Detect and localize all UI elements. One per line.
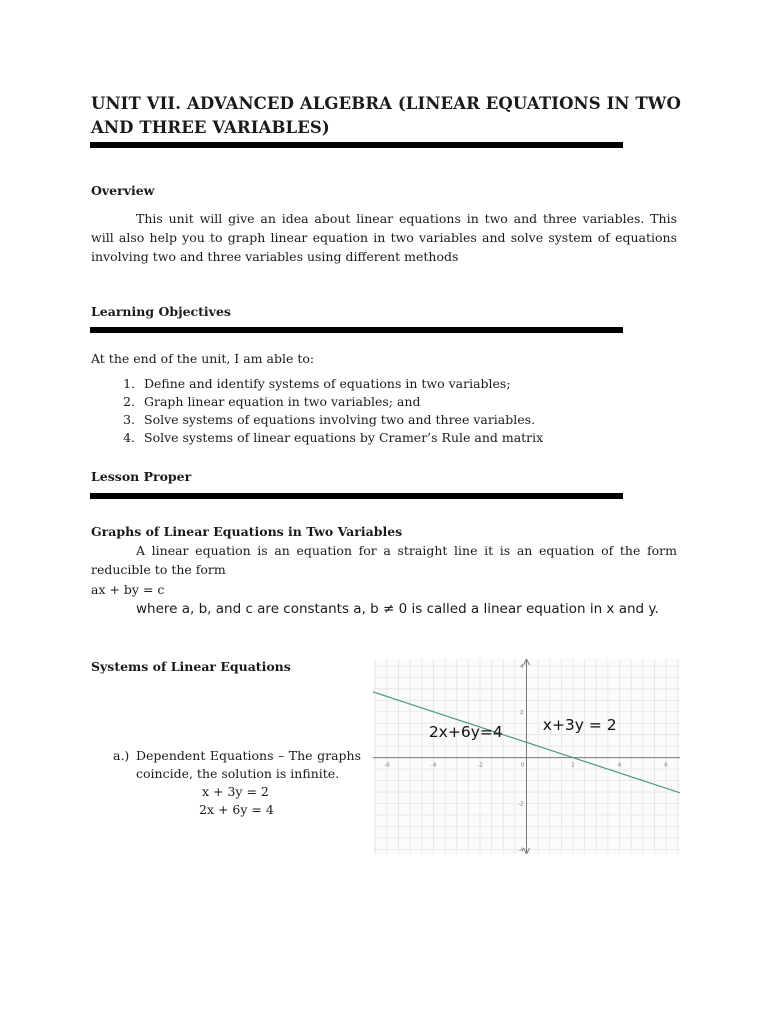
- list-item: 2. Graph linear equation in two variables; and: [123, 394, 421, 409]
- dependent-description-line1: Dependent Equations – The graphs: [136, 748, 361, 763]
- item-label: a.): [113, 748, 130, 763]
- objectives-heading: Learning Objectives: [91, 304, 231, 319]
- x-tick-label: -6: [384, 762, 390, 769]
- overview-heading: Overview: [91, 183, 155, 198]
- equation-2: 2x + 6y = 4: [199, 802, 274, 817]
- general-formula: ax + by = c: [91, 582, 165, 597]
- x-tick-label: -2: [477, 762, 483, 769]
- lesson-divider: [90, 493, 623, 499]
- objectives-divider: [90, 327, 623, 333]
- dependent-equations-graph: [373, 659, 680, 854]
- list-item: 3. Solve systems of equations involving two and three variables.: [123, 412, 536, 427]
- equation-label: 2x+6y=4: [428, 723, 503, 741]
- objectives-list: [91, 375, 543, 447]
- equation-label: x+3y = 2: [542, 716, 617, 735]
- lesson-heading: Lesson Proper: [91, 469, 192, 484]
- title-divider: [90, 142, 623, 148]
- equation-1: x + 3y = 2: [202, 784, 269, 799]
- x-tick-label: 0: [520, 762, 525, 769]
- x-tick-label: 6: [664, 762, 668, 769]
- list-item: 1. Define and identify systems of equations in two variables;: [123, 376, 511, 391]
- unit-title: UNIT VII. ADVANCED ALGEBRA (LINEAR EQUATIONS IN TWO AND THREE VARIABLES): [91, 94, 681, 137]
- list-item: 4. Solve systems of linear equations by Cramer’s Rule and matrix: [123, 430, 544, 445]
- y-tick-label: -4: [518, 847, 524, 854]
- definition-paragraph: [91, 541, 677, 579]
- objectives-intro: At the end of the unit, I am able to:: [91, 351, 315, 366]
- y-tick-label: 4: [520, 663, 524, 670]
- formula-explanation: where a, b, and c are constants a, b ≠ 0 is called a linear equation in x and y.: [136, 601, 659, 617]
- x-tick-label: -4: [430, 762, 437, 769]
- overview-text: This unit will give an idea about linear equations in two and three variables. This will also help you to graph linear equation in two variables and solve system of equations involving two and three variables using different methods: [91, 211, 677, 264]
- overview-paragraph: [91, 209, 677, 266]
- dependent-description-line2: coincide, the solution is infinite.: [136, 766, 340, 781]
- dependent-equations-item: [113, 747, 363, 783]
- definition-text: A linear equation is an equation for a straight line it is an equation of the form reducible to the form: [91, 543, 677, 577]
- graphs-subheading: Graphs of Linear Equations in Two Variables: [91, 524, 403, 539]
- systems-heading: Systems of Linear Equations: [91, 659, 291, 674]
- y-tick-label: -2: [518, 801, 524, 808]
- x-tick-label: 2: [571, 762, 575, 769]
- x-tick-label: 4: [617, 762, 622, 769]
- y-tick-label: 2: [520, 709, 524, 716]
